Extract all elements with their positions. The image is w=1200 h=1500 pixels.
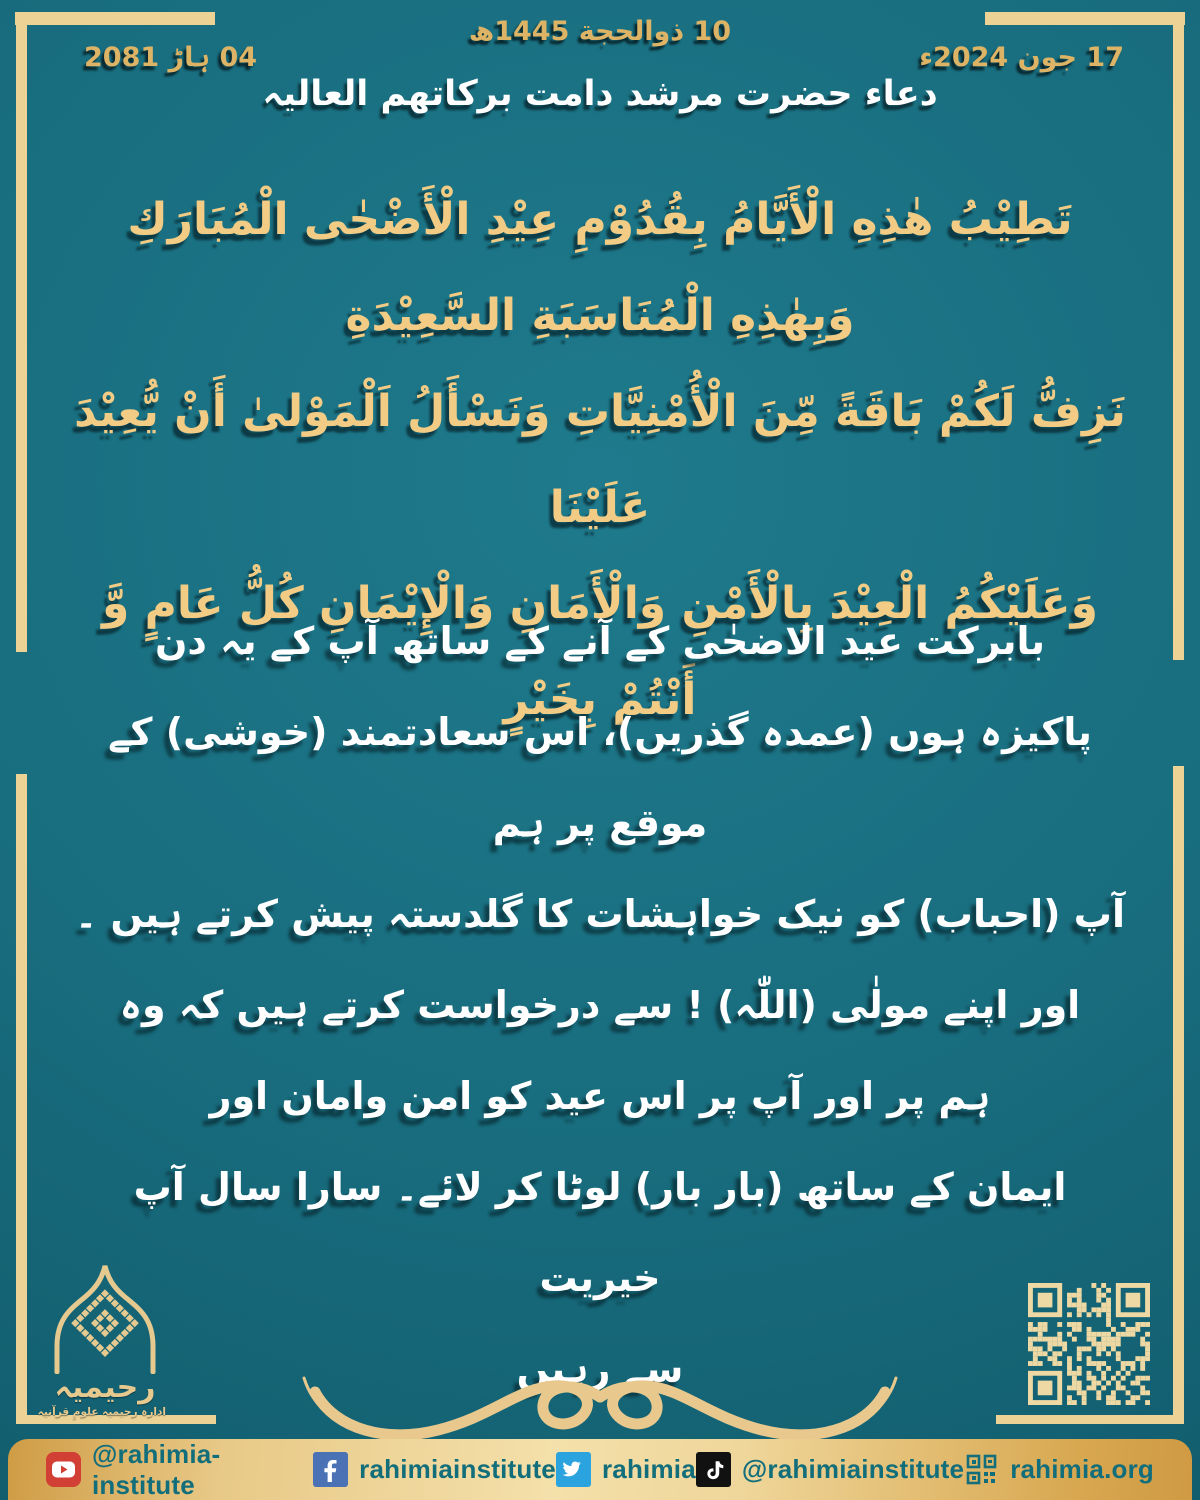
hijri-date: 10 ذوالحجة 1445ھ [468, 16, 732, 47]
poster-title: دعاء حضرت مرشد دامت برکاتھم العالیہ [262, 74, 938, 114]
footer-item-tiktok[interactable] [696, 1452, 964, 1487]
logo-wordmark: رحیمیہ [54, 1370, 156, 1405]
urdu-line: بابرکت عید الاضحٰی کے آنے کے ساتھ آپ کے یہ دن [154, 619, 1046, 663]
desi-date: 04 ہاڑ 2081 [84, 42, 258, 73]
logo-subtitle: ادارہ رحیمیہ علومِ قرآنیہ [37, 1406, 166, 1418]
tiktok-icon [696, 1452, 731, 1487]
twitter-icon [556, 1452, 591, 1487]
footer-label: rahimia [601, 1454, 696, 1484]
footer-label: @rahimia-institute [92, 1438, 221, 1500]
calligraphic-flourish [290, 1350, 910, 1450]
mihrab-arch-icon [44, 1262, 166, 1374]
arabic-dua-line: نَزِفُّ لَكُمْ بَاقَةً مِّنَ الْأُمْنِيَّاتِ وَنَسْأَلُ اَلْمَوْلىٰ أَنْ يُّعِيْدَ عَلَيْنَا [74, 386, 1126, 533]
urdu-translation-block [70, 596, 1130, 1415]
urdu-line: آپ (احباب) کو نیک خواہشات کا گلدستہ پیش کرتے ہیں ۔ [75, 892, 1125, 936]
urdu-line: ہم پر اور آپ پر اس عید کو امن وامان اور [209, 1074, 991, 1118]
footer-label: @rahimiainstitute [741, 1454, 965, 1484]
footer-item-facebook[interactable] [313, 1452, 556, 1487]
youtube-icon [46, 1452, 81, 1487]
urdu-line: پاکیزہ ہوں (عمدہ گذریں)، اس سعادتمند (خوشی) کے موقع پر ہم [108, 710, 1092, 845]
arabic-dua-line: وَعَلَيْكُمُ الْعِيْدَ بِالْأَمْنِ وَالْأَمَانِ وَالْإِيْمَانِ كُلُّ عَامٍ وَّ أَنْتُمْ بِخَيْرٍ [102, 578, 1098, 725]
gregorian-date: 17 جون 2024ء [919, 42, 1124, 73]
arabic-dua-line: تَطِيْبُ هٰذِهِ الْأَيَّامُ بِقُدُوْمِ عِيْدِ الْأَضْحٰى الْمُبَارَكِ وَبِهٰذِهِ الْمُنَاسَبَةِ السَّعِيْدَةِ [127, 194, 1073, 341]
footer-social-bar [8, 1439, 1192, 1500]
frame-left-lower-line [16, 774, 27, 1424]
qr-code [1028, 1283, 1150, 1405]
footer-item-website[interactable] [964, 1452, 1154, 1487]
frame-right-lower-line [1173, 766, 1184, 1424]
urdu-line: سے رہیں [516, 1347, 684, 1391]
frame-bottom-right-bar [996, 1415, 1184, 1424]
footer-item-youtube[interactable] [46, 1439, 313, 1500]
urdu-line: ایمان کے ساتھ (بار بار) لوٹا کر لائے۔ سارا سال آپ خیریت [133, 1165, 1067, 1300]
facebook-icon [313, 1452, 348, 1487]
footer-label: rahimiainstitute [359, 1454, 556, 1484]
rahimia-logo [37, 1262, 166, 1418]
footer-label: rahimia.org [1010, 1454, 1154, 1484]
footer-item-twitter[interactable] [556, 1452, 696, 1487]
urdu-line: اور اپنے مولٰی (اللّٰہ) ! سے درخواست کرتے ہیں کہ وہ [119, 983, 1081, 1027]
qr-web-icon [964, 1452, 999, 1487]
